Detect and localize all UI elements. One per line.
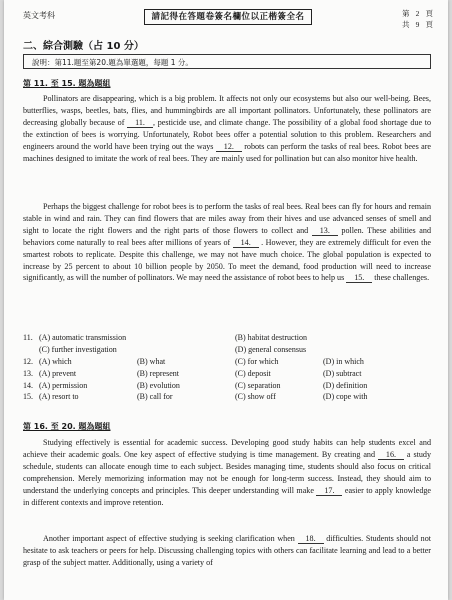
exam-page: [4, 0, 448, 600]
subject-label: 英文考科: [23, 11, 55, 20]
option-b[interactable]: (B) call for: [137, 392, 173, 402]
group-heading-11-15: 第 11. 至 15. 題為題組: [23, 79, 111, 88]
option-d[interactable]: (D) subtract: [323, 368, 362, 378]
option-a[interactable]: (A) automatic transmission: [39, 333, 127, 342]
total-unit: 頁: [425, 20, 433, 29]
group-heading-16-20: 第 16. 至 20. 題為題組: [23, 422, 111, 431]
option-c[interactable]: (C) further investigation: [39, 344, 117, 354]
passage1-paragraph1: Pollinators are disappearing, which is a big problem. It affects not only our ecosystems but also our well-being. Bees, butterflies, wasps, beetles, bats, flies, and hummingbirds are all important pollinators. Unfortunately, these pollinators are decreasing globally because of 11. , pesticide use, and climate change. The possibility of a global food shortage due to the extinction of bees is worrying. Unfortunately, Robot bees offer a potential solution to this problem. Researchers and engineers around the world have been trying out the ways 12. robots can perform the tasks of real bees. Robot bees are machines designed to imitate the work of real bees. They are mainly used for pollination but can also monitor hive health.: [23, 94, 431, 163]
blank-12: 12.: [216, 142, 242, 152]
blank-17: 17.: [316, 486, 342, 496]
passage2-paragraph1: Studying effectively is essential for academic success. Developing good study habits can help students excel and achieve their academic goals. One key aspect of effective studying is time management. By creating and 16. a study schedule, students can allocate enough time to each subject. Besides managing time, students should also focus on critical comprehension. Merely memorizing information may not be enough for long-term success. Instead, they should aim to understand the underlying concepts and principles. This deeper understanding will make 17. easier to apply knowledge in different contexts and improve retention.: [23, 438, 432, 507]
option-c[interactable]: (C) deposit: [235, 368, 271, 378]
option-d[interactable]: (D) in which: [323, 356, 364, 366]
option-d[interactable]: (D) cope with: [323, 392, 368, 402]
total-label: 共: [402, 20, 410, 29]
passage2-paragraph2: Another important aspect of effective studying is seeking clarification when 18. difficulties. Students should not hesitate to ask teachers or peers for help. Discussing challenging topics with others can facilitate learning and lead to a better grasp of the subject matter. Additionally, using a variety of: [23, 534, 432, 567]
option-b[interactable]: (B) represent: [137, 368, 179, 378]
option-c[interactable]: (C) for which: [235, 356, 279, 366]
question-11-row-2: [23, 344, 433, 356]
blank-13: 13.: [312, 226, 338, 236]
option-c[interactable]: (C) separation: [235, 380, 281, 390]
option-a[interactable]: (A) which: [39, 356, 72, 366]
question-12-row: 12. (A) which (B) what (C) for which (D) in which: [23, 356, 364, 366]
passage1-paragraph2: Perhaps the biggest challenge for robot bees is to perform the tasks of real bees. Real bees can fly for hours and remain stable in wind and rain. They can find flowers that are miles away from their hives and use advanced senses of smell and sight to locate the right flowers and the right parts of those flowers to collect and 13. pollen. These abilities and behaviors come naturally to real bees after millions of years of 14. . However, they are extremely difficult for even the smartest robots to replicate. Despite this challenge, we may not have much choice. The global population is expected to increase by 25 percent to about 10 billion people by 2050. To meet the demand, food production will need to increase significantly, as will the number of pollinators. We may need the assistance of robot bees to help us 15. these challenges.: [23, 202, 431, 283]
section-title: 二、綜合測驗（占 10 分）: [23, 41, 144, 52]
blank-18: 18.: [298, 534, 324, 544]
question-14-row: 14. (A) permission (B) evolution (C) separation (D) definition: [23, 380, 368, 390]
question-13-row: 13. (A) prevent (B) represent (C) deposit (D) subtract: [23, 368, 362, 378]
question-15-row: 15. (A) resort to (B) call for (C) show off (D) cope with: [23, 392, 368, 402]
signature-notice: 請記得在答題卷簽名欄位以正楷簽全名: [144, 9, 312, 25]
option-d[interactable]: (D) general consensus: [235, 344, 307, 354]
option-b[interactable]: (B) habitat destruction: [235, 333, 307, 342]
option-c[interactable]: (C) show off: [235, 392, 276, 402]
page-number-block: [402, 8, 433, 30]
option-d[interactable]: (D) definition: [323, 380, 368, 390]
instructions-box: 說明：第11.題至第20.題為單選題，每題 1 分。: [23, 54, 431, 69]
option-a[interactable]: (A) permission: [39, 380, 88, 390]
question-11-row-1: [23, 332, 433, 344]
question-number: 11.: [23, 333, 33, 342]
option-a[interactable]: (A) resort to: [39, 392, 79, 402]
page-number: 2: [415, 9, 420, 18]
option-a[interactable]: (A) prevent: [39, 368, 77, 378]
page-unit: 頁: [425, 9, 433, 18]
page-label: 第: [402, 9, 410, 18]
option-b[interactable]: (B) what: [137, 356, 166, 366]
blank-16: 16.: [378, 450, 404, 460]
options-11-15: [23, 332, 433, 403]
blank-11: 11.: [127, 118, 153, 128]
blank-15: 15.: [346, 273, 372, 283]
total-pages: 9: [415, 20, 420, 29]
blank-14: 14.: [233, 238, 259, 248]
option-b[interactable]: (B) evolution: [137, 380, 180, 390]
